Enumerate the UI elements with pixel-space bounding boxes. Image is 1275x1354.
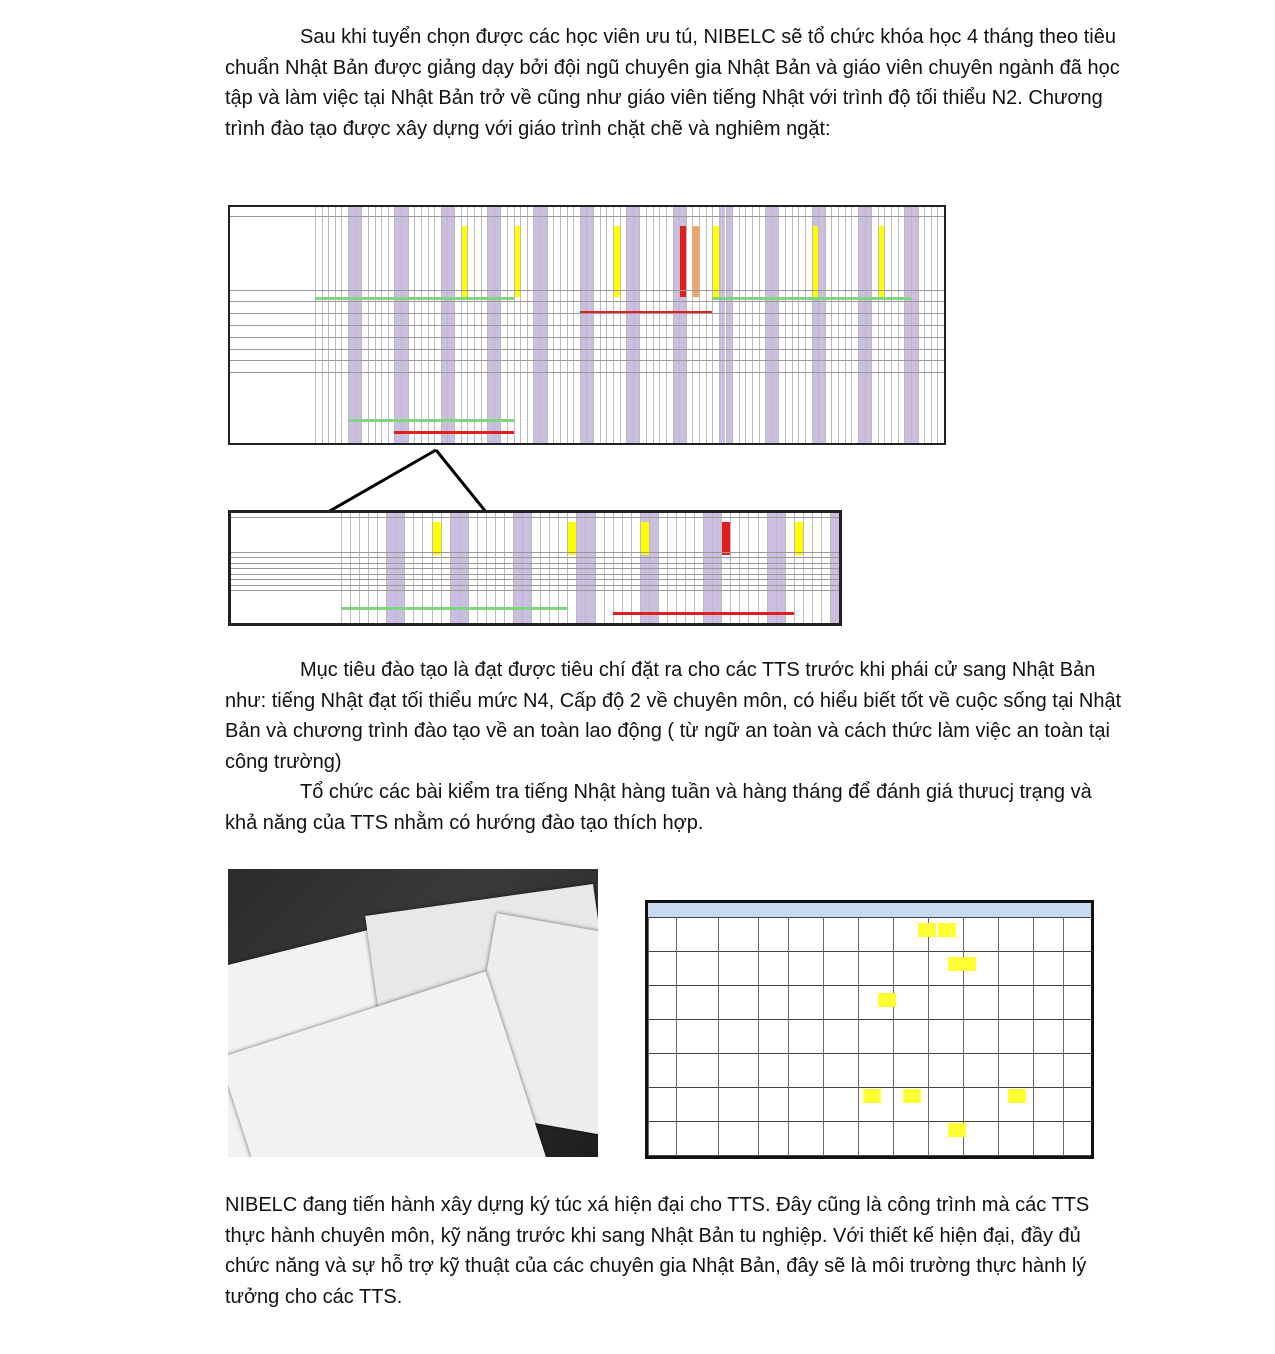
objective-paragraph: Mục tiêu đào tạo là đạt được tiêu chí đặt ra cho các TTS trước khi phái cử sang Nhật Bản như: tiếng Nhật đạt tối thiểu mức N4, Cấp độ 2 về chuyên môn, có hiểu biết tốt về cuộc sống tại Nhật Bản và chương trình đào tạo về an toàn lao động ( từ ngữ an toàn và cách thức làm việc an toàn tại công trường) [225, 659, 1122, 773]
test-score-table-image [645, 900, 1094, 1159]
test-papers-photo [228, 869, 598, 1157]
training-schedule-image [228, 205, 946, 445]
intro-paragraph: Sau khi tuyển chọn được các học viên ưu tú, NIBELC sẽ tổ chức khóa học 4 tháng theo tiêu chuẩn Nhật Bản được giảng dạy bởi đội ngũ chuyên gia Nhật Bản và giáo viên chuyên ngành đã học tập và làm việc tại Nhật Bản trở về cũng như giáo viên tiếng Nhật với trình độ tối thiểu N2. Chương trình đào tạo được xây dựng với giáo trình chặt chẽ và nghiêm ngặt: [225, 26, 1120, 140]
dormitory-paragraph: NIBELC đang tiến hành xây dựng ký túc xá hiện đại cho TTS. Đây cũng là công trình mà các TTS thực hành chuyên môn, kỹ năng trước khi sang Nhật Bản tu nghiệp. Với thiết kế hiện đại, đầy đủ chức năng và sự hỗ trợ kỹ thuật của các chuyên gia Nhật Bản, đây sẽ là môi trường thực hành lý tưởng cho các TTS. [225, 1194, 1090, 1308]
training-schedule-zoom-image [228, 510, 842, 626]
zoom-connector [228, 440, 528, 515]
test-paragraph: Tổ chức các bài kiểm tra tiếng Nhật hàng tuần và hàng tháng để đánh giá thưucj trạng và khả năng của TTS nhằm có hướng đào tạo thích hợp. [225, 781, 1092, 834]
